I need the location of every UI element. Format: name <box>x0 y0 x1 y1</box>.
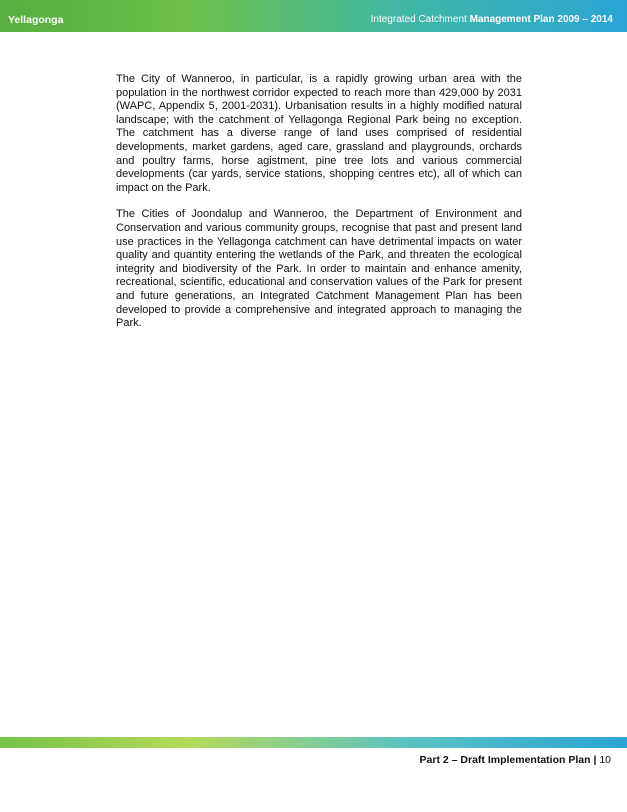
paragraph-1: The City of Wanneroo, in particular, is a rapidly growing urban area with the population in the northwest corridor expected to reach more than 429,000 by 2031 (WAPC, Appendix 5, 2001-2031). Urbanisation results in a highly modified natural landscape; with the catchment of Yellagonga Regional Park being no exception. The catchment has a diverse range of land uses comprised of residential developments, market gardens, aged care, grassland and playgrounds, orchards and poultry farms, horse agistment, pine tree lots and various commercial developments (car yards, service stations, shopping centres etc), all of which can impact on the Park. <box>116 73 522 194</box>
paragraph-2: The Cities of Joondalup and Wanneroo, the Department of Environment and Conservation and various community groups, recognise that past and present land use practices in the Yellagonga catchment can have detrimental impacts on water quality and quantity entering the wetlands of the Park, and threaten the ecological integrity and biodiversity of the Park. In order to maintain and enhance amenity, recreational, scientific, educational and conservation values of the Park for present and future generations, an Integrated Catchment Management Plan has been developed to provide a comprehensive and integrated approach to managing the Park. <box>116 208 522 330</box>
plan-title-bold: Management Plan 2009 – 2014 <box>469 14 613 25</box>
footer-part-label: Part 2 – Draft Implementation Plan <box>419 754 591 766</box>
page-header <box>0 0 627 32</box>
body-text <box>116 73 522 344</box>
plan-title <box>371 14 613 25</box>
page-number: 10 <box>599 754 611 766</box>
plan-title-normal: Integrated Catchment <box>370 14 470 25</box>
footer-separator: | <box>593 754 597 766</box>
brand-name: Yellagonga <box>8 14 64 26</box>
footer-color-band <box>0 737 627 748</box>
page-footer <box>420 754 611 766</box>
